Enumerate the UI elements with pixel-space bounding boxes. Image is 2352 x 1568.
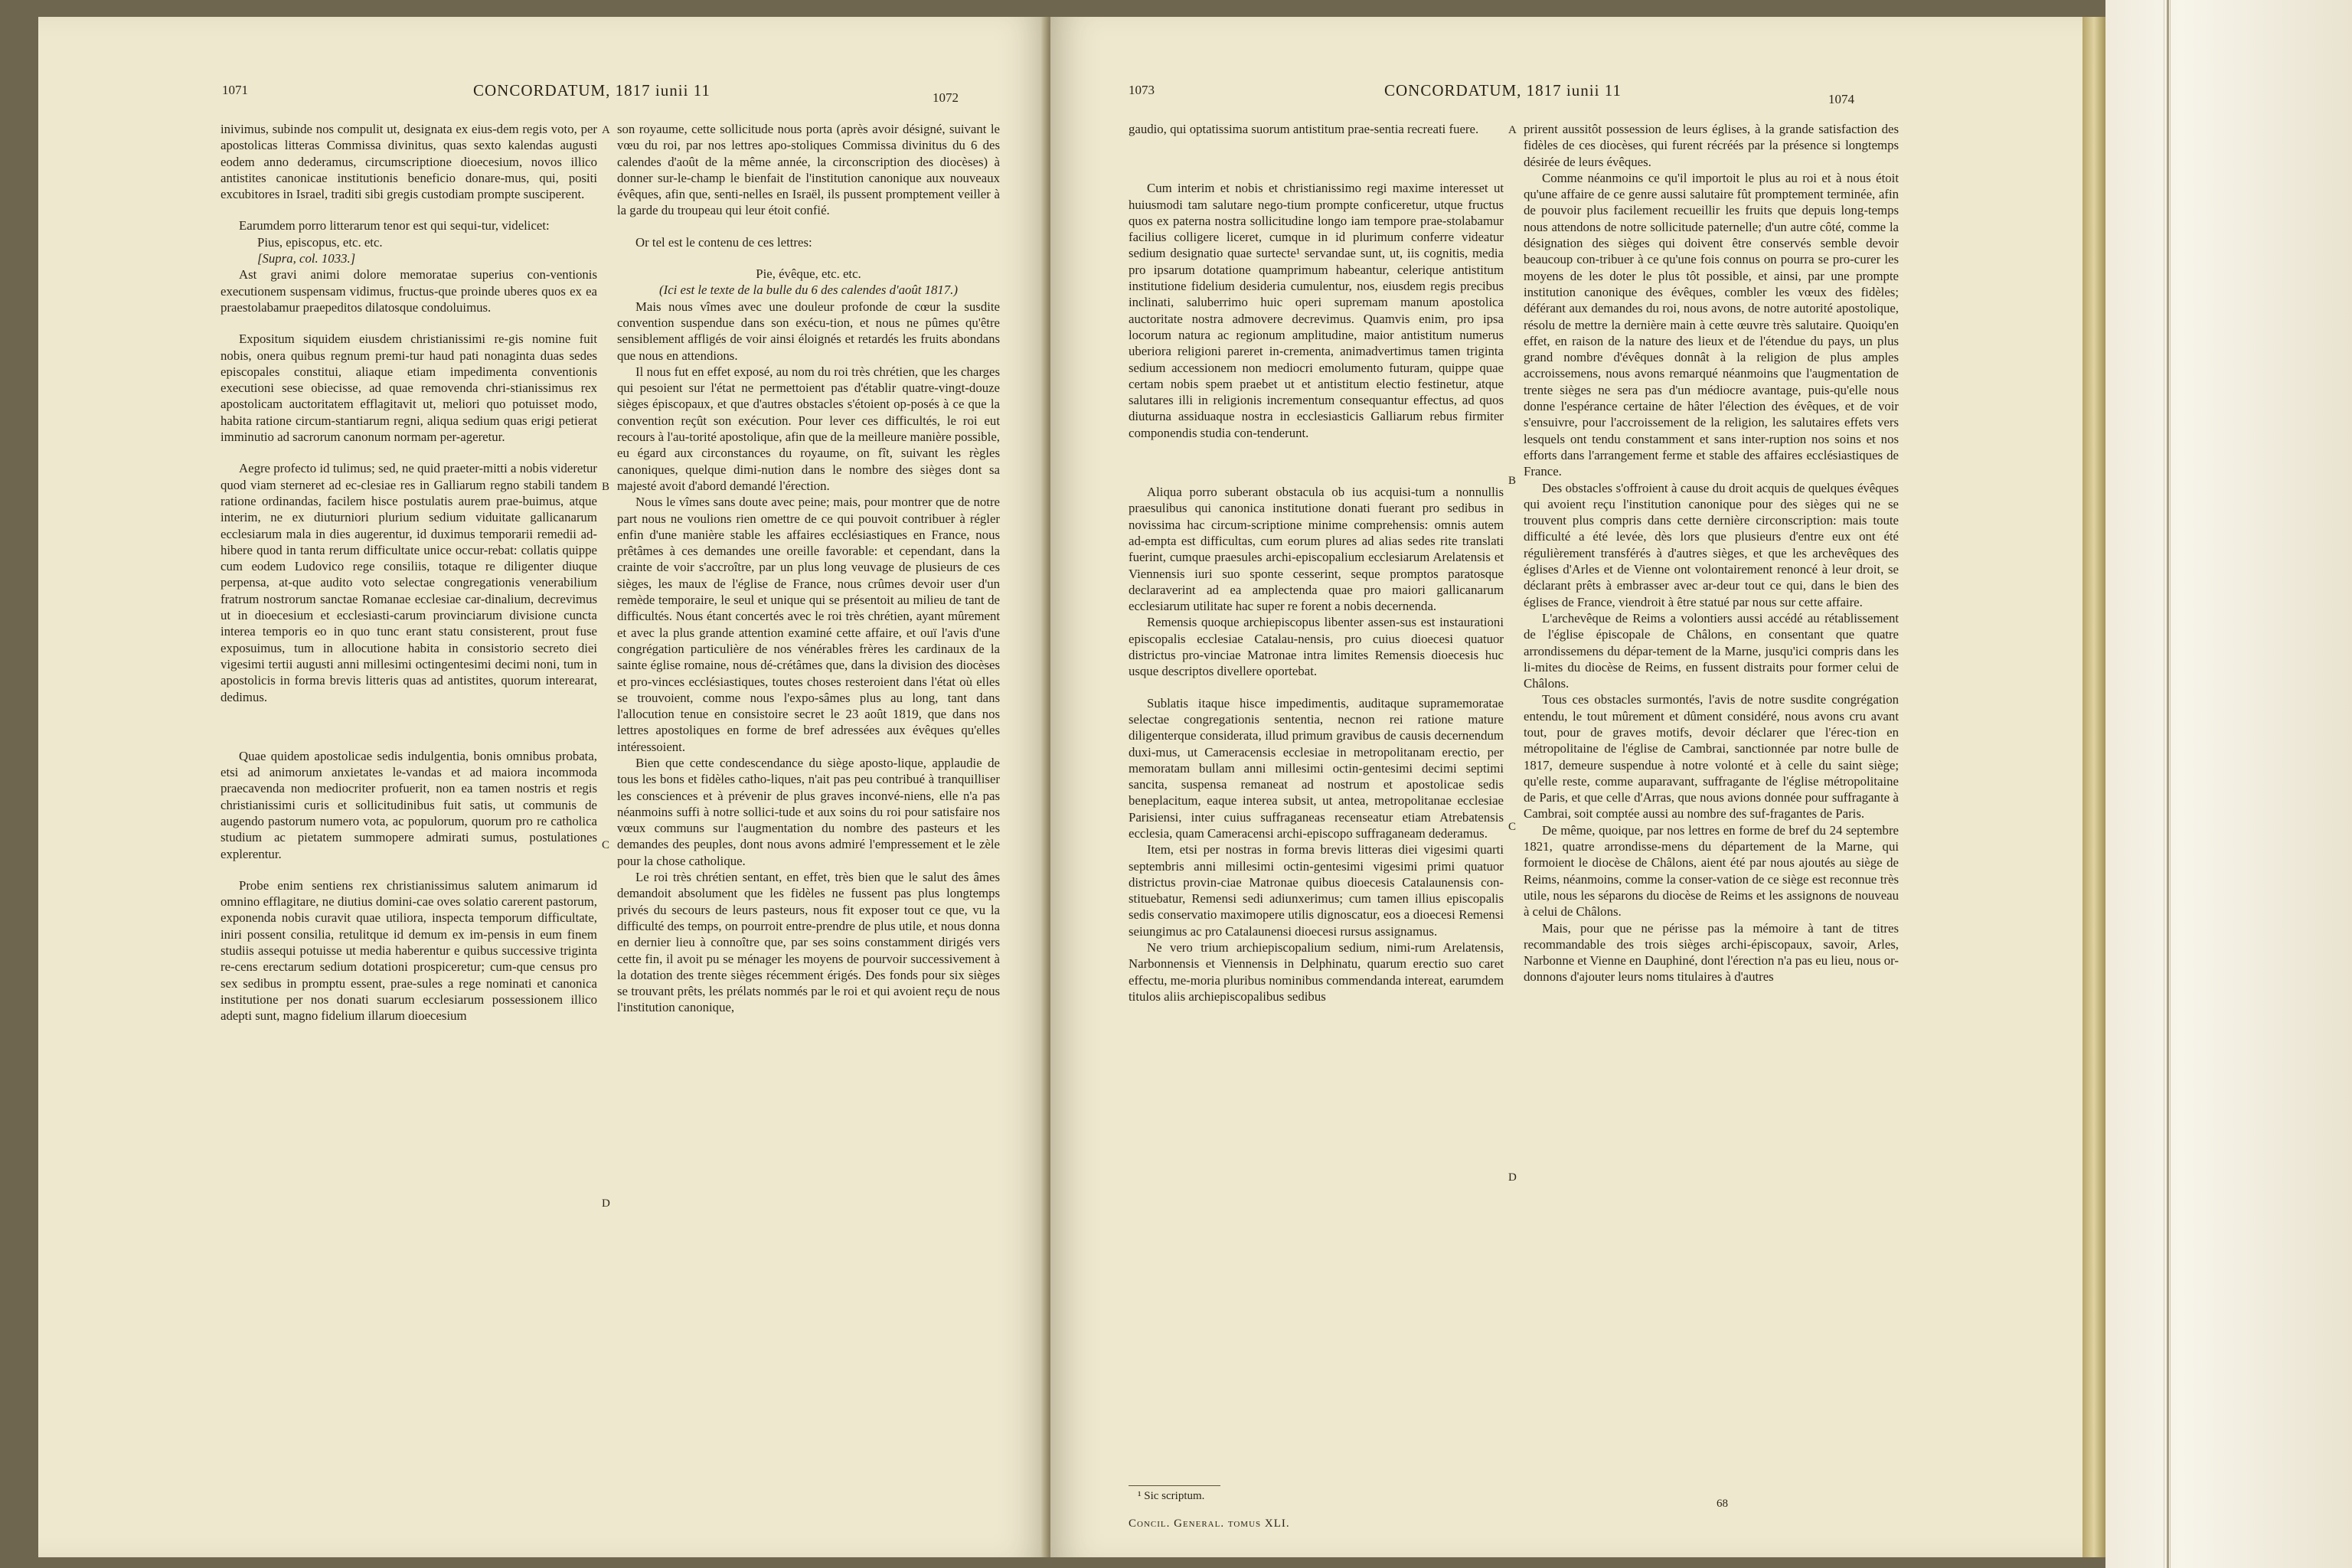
paragraph: Mais nous vîmes avec une douleur profonde de cœur la susdite convention suspendue dans son exécu-tion, et nous ne pûmes qu'être sensiblement affligés de voir ainsi éloignés et retardés les fruits abondans que nous en attendions. bbox=[617, 299, 1000, 363]
paragraph: Item, etsi per nostras in forma brevis litteras diei vigesimi quarti septembris anni millesimi octin-gentesimi vigesimi primi quatuor districtus provin-ciae Matronae quibus dioecesis Catalaunensis con-stituebatur, Remensi sedi adiunxerimus; cum tamen illius episcopalis sedis conservatio maximopere utilis dignoscatur, eos a dioecesi Remensi seiungimus ac pro Catalaunensi dioecesi rursus assignamus. bbox=[1129, 842, 1504, 939]
citation: (Ici est le texte de la bulle du 6 des calendes d'août 1817.) bbox=[659, 283, 958, 298]
paragraph: Nous le vîmes sans doute avec peine; mais, pour montrer que de notre part nous ne voulions rien omettre de ce qui pouvoit contribuer à régler enfin d'une manière stable les affaires ecclésiastiques en France, nous prêtâmes à ces demandes une oreille favorable: et cependant, dans la crainte de voir s'accroître, par un plus long veuvage de plusieurs de ces sièges, les maux de l'église de France, nous crûmes devoir user d'un remède temporaire, le seul et unique qui se présentoit au milieu de tant de difficultés. Nous étant concertés avec le roi très chrétien, ayant mûrement et avec la plus grande attention examiné cette affaire, et ouï l'avis d'une congrégation particulière de nos vénérables frères les cardinaux de la sainte église romaine, nous dé-crétâmes que, dans la division des diocèses et pro-vinces ecclésiastiques, toutes choses resteroient dans l'état où elles se trouvoient, comme nous l'expo-sâmes plus au long, tant dans l'allocution tenue en consistoire secret le 23 août 1819, que dans nos lettres apostoliques en forme de bref adressées aux évêques qu'elles intéressoient. bbox=[617, 495, 1000, 754]
signature-mark: 68 bbox=[1717, 1498, 1728, 1510]
french-column bbox=[617, 121, 1000, 1511]
paragraph: Il nous fut en effet exposé, au nom du roi très chrétien, que les charges qui pesoient sur l'état ne permettoient pas d'établir quatre-vingt-douze sièges épiscopaux, et que d'autres obstacles s'étoient op-posés à ce que la convention reçût son exécution. Pour lever ces difficultés, le roi eut recours à l'au-torité apostolique, afin que de la meilleure manière possible, eu égard aux circonstances du royaume, on fît, suivant les règles canoniques, quelque dimi-nution dans le nombre des sièges dont sa majesté avoit d'abord demandé l'érection. bbox=[617, 364, 1000, 493]
page-edge-block bbox=[2105, 0, 2352, 1568]
column-number: 1071 bbox=[222, 83, 248, 97]
page-header bbox=[38, 83, 1047, 113]
paragraph: Quae quidem apostolicae sedis indulgentia, bonis omnibus probata, etsi ad animorum anxietates le-vandas et ad maiora incommoda praecavenda non mediocriter profuerit, non ea tamen nostris et regis christianissimi curis et sollicitudinibus fuit satis, ut communis de augendo pastorum numero vota, ac populorum, quorum pro re catholica studium ac pietatem summopere admirati sumus, postulationes explerentur. bbox=[220, 748, 597, 861]
paragraph: Comme néanmoins ce qu'il importoit le plus au roi et à nous étoit qu'une affaire de ce genre aussi salutaire fût promptement terminée, afin de pouvoir plus facilement recueillir les fruits que depuis long-temps nous attendons de notre sollicitude paternelle; d'un autre côté, comme la désignation des sièges qui doivent être conservés semble devoir beaucoup con-tribuer à ce qu'une fois connus on pourra se pro-curer les moyens de les doter le plus tôt possible, et ainsi, par une prompte institution canonique des évêques, combler les vœux des fidèles; déférant aux demandes du roi, nous avons, de notre autorité apostolique, résolu de mettre la dernière main à cette œuvre très salutaire. Quoiqu'en effet, en raison de la nature des lieux et de l'étendue du pays, un plus grand nombre d'évêques donnât à la religion de plus amples accroissemens, nous avons remarqué néanmoins que l'augmentation de trente sièges ne sera pas d'un médiocre avantage, puis-qu'elle nous donne l'espérance certaine de hâter l'élection des évêques, et de voir s'ensuivre, pour l'accroissement de la religion, les salutaires effets vers lesquels ont tendu constamment et sans inter-ruption nos soins et nos efforts dans l'arrangement ferme et stable des affaires ecclésiastiques de France. bbox=[1524, 170, 1899, 479]
margin-marker: B bbox=[602, 481, 610, 493]
paragraph: Sublatis itaque hisce impedimentis, auditaque supramemoratae selectae congregationis sententia, necnon rei ratione mature diligenterque considerata, illud primum gravibus de causis decernendum duxi-mus, ut Cameracensis ecclesiae in metropolitanam erectio, per memoratam bullam anni millesimi octin-gentesimi decimi septimi sancita, suspensa remaneat ad nostrum et apostolicae sedis beneplacitum, eaque interea subsit, ut antea, metropolitanae ecclesiae Parisiensi, inter cuius suffraganeas recenseatur etiam Atrebatensis ecclesia, quam Cameracensi archi-episcopo suffraganeam dederamus. bbox=[1129, 695, 1504, 841]
margin-marker: A bbox=[602, 124, 610, 136]
paragraph: Aliqua porro suberant obstacula ob ius acquisi-tum a nonnullis praesulibus qui canonica institutione donati fuerant pro sedibus in novissima hac circum-scriptione minime comprehensis: omnis autem ad-empta est difficultas, cum eorum plures ad alias sedes rite translati fuerint, cumque praesules archi-episcopalium ecclesiarum Arelatensis et Viennensis iuri suo sponte cesserint, seque promptos paratosque declaraverint ad ea amplectenda quae pro maiori gallicanarum ecclesiarum utilitate hac super re forent a nobis decernenda. bbox=[1129, 485, 1504, 614]
footnote: ¹ Sic scriptum. bbox=[1138, 1490, 1205, 1502]
paragraph: gaudio, qui optatissima suorum antistitum prae-sentia recreati fuere. bbox=[1129, 122, 1479, 136]
paragraph: L'archevêque de Reims a volontiers aussi accédé au rétablissement de l'église épiscopale de Châlons, en consentant que quatre arrondissemens du dépar-tement de la Marne, jusqu'ici compris dans les li-mites du diocèse de Reims, en fussent distraits pour former celui de Châlons. bbox=[1524, 610, 1899, 691]
column-number: 1072 bbox=[933, 90, 959, 105]
salutation: Pie, évêque, etc. etc. bbox=[756, 266, 861, 282]
latin-column bbox=[1129, 121, 1504, 1465]
salutation: Pius, episcopus, etc. etc. bbox=[257, 234, 383, 250]
column-number: 1074 bbox=[1828, 92, 1854, 106]
paragraph: Ne vero trium archiepiscopalium sedium, nimi-rum Arelatensis, Narbonnensis et Viennensis in Delphinatu, quarum erectio suo caret effectu, me-moria pluribus nominibus commendanda intereat, earumdem titulos aliis archiepiscopalibus sedibus bbox=[1129, 940, 1504, 1004]
paragraph: Tous ces obstacles surmontés, l'avis de notre susdite congrégation entendu, le tout mûrement et dûment considéré, nous avons cru avant tout, pour de graves motifs, devoir déclarer que l'érec-tion en métropolitaine de l'église de Cambrai, sanctionnée par notre bulle de 1817, demeure suspendue à notre volonté et à celle du saint siège; qu'elle reste, comme auparavant, suffragante de l'église métropolitaine de Paris, et que celle d'Arras, que nous avions donnée pour suffragante à Cambrai, soit comptée aussi au nombre des suf-fragantes de Paris. bbox=[1524, 692, 1899, 822]
running-title: CONCORDATUM, 1817 iunii 11 bbox=[1384, 81, 1622, 100]
paragraph: Mais, pour que ne périsse pas la mémoire à tant de titres recommandable des trois sièges archi-épiscopaux, savoir, Arles, Narbonne et Vienne en Dauphiné, dont l'érection n'a pas eu lieu, nous or-donnons d'ajouter leurs noms titulaires à d'autres bbox=[1524, 920, 1899, 985]
margin-marker: D bbox=[1508, 1171, 1517, 1184]
french-column bbox=[1524, 121, 1899, 1465]
footnote-rule bbox=[1129, 1485, 1220, 1486]
paragraph: Remensis quoque archiepiscopus libenter assen-sus est instaurationi episcopalis ecclesiae Catalau-nensis, pro cuius dioecesi quatuor districtus pro-vinciae Matronae intra limites Remensis dioecesis huc usque descriptos divellere oportebat. bbox=[1129, 615, 1504, 679]
paragraph: Des obstacles s'offroient à cause du droit acquis de quelques évêques qui avoient reçu l'institution canonique pour des sièges qui ne se trouvent plus compris dans cette dernière circonscription: mais toute difficulté a été levée, dès lors que plusieurs d'entre eux ont été régulièrement transférés à d'autres sièges, et que les archevêques des églises d'Arles et de Vienne ont volontairement renoncé à leur droit, se déclarant prêts à embrasser avec ar-deur tout ce qui, dans le bien des églises de France, viendroit à être statué par nous sur cette affaire. bbox=[1524, 480, 1899, 609]
paragraph: Aegre profecto id tulimus; sed, ne quid praeter-mitti a nobis videretur quod viam sterneret ad ec-clesiae res in Galliarum regno stabili tandem ratione ordinandas, facilem hisce postulatis aurem prae-buimus, atque interim, ne ex diuturniori plurium sedium viduitate gallicanarum ecclesiarum mala in dies augerentur, id duximus temporarii remedii ad-hibere quod in tanta rerum difficultate unice occur-rebat: collatis quippe cum eodem Ludovico rege consiliis, totaque re diligenter diuque perpensa, at-que audito voto selectae congregationis venerabilium fratrum nostrorum sanctae Romanae ecclesiae car-dinalium, decrevimus ut in dioecesium et ecclesiasti-carum provinciarum divisione cuncta interea temporis eo in quo tunc erant statu consisterent, prout fuse exposuimus, tum in allocutione habita in consistorio secreto diei vigesimi tertii augusti anni millesimi octingentesimi decimi noni, tum in apostolicis in forma brevis litteris quas ad antistites, quorum interearat, dedimus. bbox=[220, 461, 597, 704]
margin-marker: C bbox=[602, 839, 610, 851]
latin-column bbox=[220, 121, 597, 1511]
book-binding bbox=[2082, 17, 2105, 1557]
citation: [Supra, col. 1033.] bbox=[257, 251, 356, 266]
page-header bbox=[1050, 83, 2082, 113]
paragraph: Or tel est le contenu de ces lettres: bbox=[635, 234, 812, 250]
paragraph: Probe enim sentiens rex christianissimus salutem animarum id omnino efflagitare, ne diutius domini-cae oves solatio carerent pastorum, exponenda nobis curavit quae utiliora, inspecta temporum difficultate, iniri possent consilia, retulitque id demum ex im-pensis in eum finem studiis assequi potuisse ut media haberentur e quibus successive triginta re-cens erectarum sedium dotationi prospiceretur; cum-que census pro sex sedibus in promptu essent, prae-sules a rege nominati et canonica institutione per nos donati suarum ecclesiarum possessionem illico adepti sunt, magno fidelium illarum dioecesium bbox=[220, 877, 597, 1024]
paragraph: inivimus, subinde nos compulit ut, designata ex eius-dem regis voto, per apostolicas litteras Commissa divinitus, quas sexto kalendas augusti eodem anno dederamus, circumscriptione dioecesium, novos illico antistites canonicae institutionis beneficio donare-mus, qui, positi excubitores in Israel, traditi sibi gregis custodiam prompte susciperent. bbox=[220, 122, 597, 202]
column-number: 1073 bbox=[1129, 83, 1155, 97]
paragraph: De même, quoique, par nos lettres en forme de bref du 24 septembre 1821, quatre arrondisse-mens du département de la Marne, qui formoient le diocèse de Châlons, aient été par nous ajoutés au siège de Reims, néanmoins, comme la conser-vation de ce siège est reconnue très utile, nous les séparons du diocèse de Reims et les assignons de nouveau à celui de Châlons. bbox=[1524, 822, 1899, 920]
paragraph: Expositum siquidem eiusdem christianissimi re-gis nomine fuit nobis, onera quibus regnum premi-tur haud pati nonaginta duas sedes episcopales constitui, aliaque etiam impedimenta conventionis executioni sese obiecisse, ad quae removenda chri-stianissimus rex apostolicam auctoritatem efflagitavit ut, meliori quo potuisset modo, habita ratione circum-stantiarum regni, aliqua sedium quas erigi petierat imminutio ad sacrorum canonum normam per-ageretur. bbox=[220, 332, 597, 445]
right-page bbox=[1050, 17, 2082, 1557]
left-page bbox=[38, 17, 1047, 1557]
margin-marker: C bbox=[1508, 821, 1517, 833]
running-title: CONCORDATUM, 1817 iunii 11 bbox=[473, 81, 710, 100]
paragraph: Cum interim et nobis et christianissimo regi maxime interesset ut huiusmodi tam salutare nego-tium prompte conficeretur, utque fructus quos ex paterna nostra sollicitudine longo iam tempore prae-stolabamur facilius colligere liceret, cumque in id plurimum conferre videatur sedium designatio quae surtecte¹ servandae sunt, ut, iis cognitis, media pro ipsarum dotatione quamprimum habeantur, celerique antistitum institutione fidelium desideria cumulentur, nos, eiusdem regis precibus inclinati, saluberrimo huic operi supremam manum apostolica auctoritate nostra admovere decrevimus. Quamvis enim, pro ipsa locorum natura ac regionum amplitudine, maior antistitum numerus uberiora religioni pareret in-crementa, animadvertimus tamen triginta sedium accessionem non mediocri emolumento futuram, quippe quae certam nobis spem praebet ut et antistitum electio festinetur, atque salutares illi in religionis incrementum consequantur effectus, ad quos diuturna assiduaque nostra in ecclesiasticis Galliarum rebus firmiter componendis studia con-tenderunt. bbox=[1129, 181, 1504, 440]
paragraph: Ast gravi animi dolore memoratae superius con-ventionis executionem suspensam vidimus, fructus-que proinde uberes quos ex ea praestolabamur praepeditos dilatosque condoluimus. bbox=[220, 267, 597, 315]
margin-marker: D bbox=[602, 1197, 610, 1210]
paragraph: son royaume, cette sollicitude nous porta (après avoir désigné, suivant le vœu du roi, par nos lettres apo-stoliques Commissa divinitus du 6 des calendes d'août de la même année, la circonscription des diocèses) à donner sur-le-champ le bienfait de l'institution canonique aux nouveaux évêques, afin que, senti-nelles en Israël, ils pussent promptement veiller à la garde du troupeau qui leur étoit confié. bbox=[617, 122, 1000, 218]
paragraph: prirent aussitôt possession de leurs églises, à la grande satisfaction des fidèles de ces diocèses, qui furent récréés par la présence si longtemps désirée de leurs évêques. bbox=[1524, 122, 1899, 169]
paragraph: Earumdem porro litterarum tenor est qui sequi-tur, videlicet: bbox=[239, 218, 550, 234]
margin-marker: B bbox=[1508, 475, 1517, 487]
footer-title: Concil. General. tomus XLI. bbox=[1129, 1517, 1290, 1530]
margin-marker: A bbox=[1508, 124, 1517, 136]
paragraph: Bien que cette condescendance du siège aposto-lique, applaudie de tous les bons et fidèles catho-liques, n'ait pas peu contribué à tranquilliser les consciences et à prévenir de plus graves inconvé-niens, elle n'a pas néanmoins suffi à notre sollici-tude et aux soins du roi pour satisfaire nos vœux communs sur l'augmentation du nombre des pasteurs et les demandes des peuples, dont nous avons admiré l'empressement et le zèle pour la chose catholique. bbox=[617, 755, 1000, 868]
paragraph: Le roi très chrétien sentant, en effet, très bien que le salut des âmes demandoit absolument que les fidèles ne fussent pas plus longtemps privés du secours de leurs pasteurs, nous fit exposer tout ce que, vu la difficulté des temps, on pourroit entre-prendre de plus utile, et nous donna en dernier lieu à connoître que, par ses soins constamment dirigés vers cette fin, il avoit pu se ménager les moyens de pourvoir successivement à la dotation des trente sièges récemment érigés. Des fonds pour six sièges se trouvant prêts, les prélats nommés par le roi et qui avoient reçu de nous l'institution canonique, bbox=[617, 870, 1000, 1015]
